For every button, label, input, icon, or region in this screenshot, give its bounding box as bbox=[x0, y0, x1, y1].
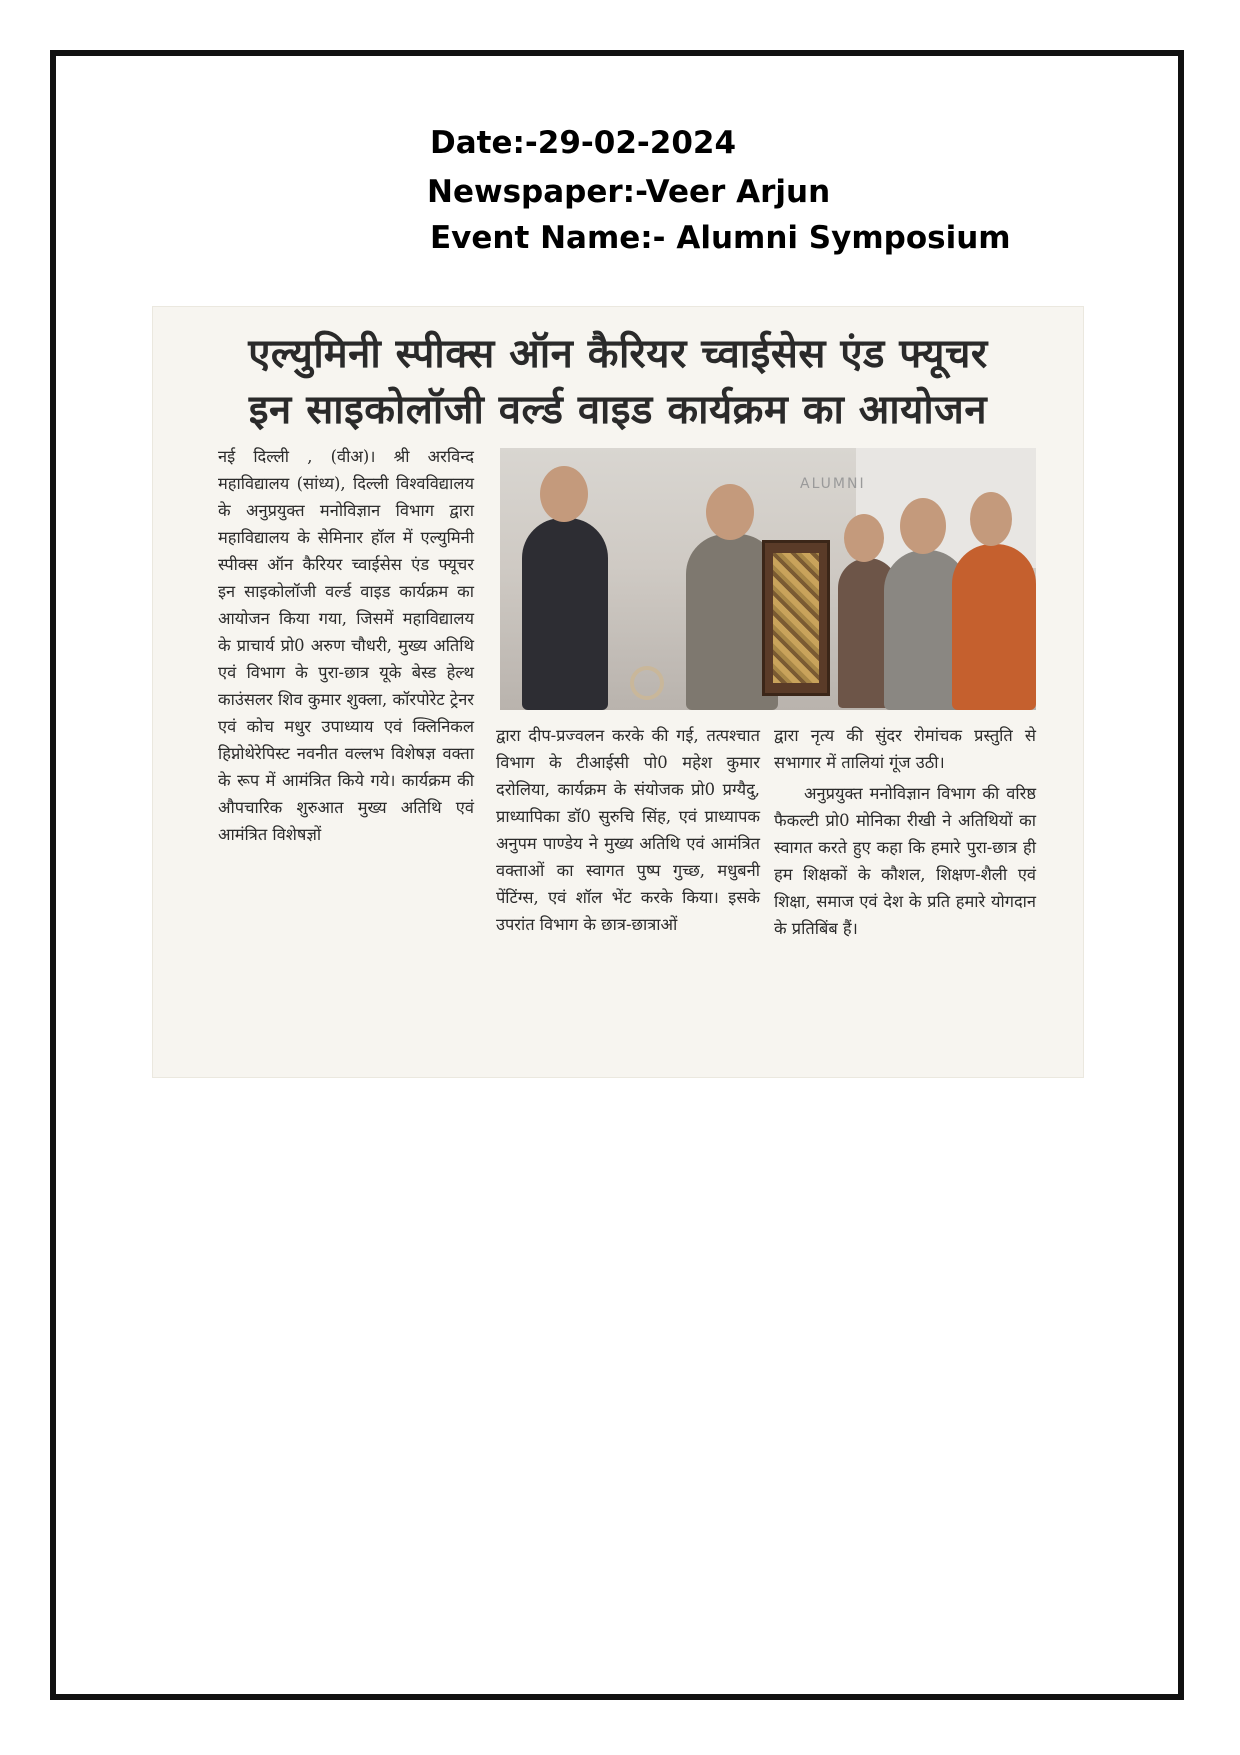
madhubani-painting bbox=[762, 540, 830, 696]
photo-banner-text: ALUMNI bbox=[800, 476, 866, 492]
photo-person-5 bbox=[952, 544, 1036, 710]
headline-line-1: एल्युमिनी स्पीक्स ऑन कैरियर च्वाईसेस एंड फ्यूचर bbox=[248, 330, 988, 377]
photo-decoration bbox=[630, 666, 664, 700]
photo-person-1 bbox=[522, 518, 608, 710]
newspaper-clipping bbox=[152, 306, 1084, 1078]
article-column-2: द्वारा दीप-प्रज्वलन करके की गई, तत्पश्चात विभाग के टीआईसी पो0 महेश कुमार दरोलिया, कार्यक्रम के संयोजक प्रो0 प्रग्यैदु, प्राध्यापिका डॉ0 सुरुचि सिंह, एवं प्राध्यापक अनुपम पाण्डेय ने मुख्य अतिथि एवं आमंत्रित वक्ताओं का स्वागत पुष्प गुच्छ, मधुबनी पेंटिंग्स, एवं शॉल भेंट करके किया। इसके उपरांत विभाग के छात्र-छात्राओं bbox=[496, 726, 760, 934]
event-name-line: Event Name:- Alumni Symposium bbox=[430, 220, 1011, 256]
date-line: Date:-29-02-2024 bbox=[430, 125, 737, 161]
photo-person-5-head bbox=[970, 492, 1012, 546]
article-column-3 bbox=[774, 722, 1036, 942]
newspaper-line: Newspaper:-Veer Arjun bbox=[427, 174, 831, 210]
headline-line-2: इन साइकोलॉजी वर्ल्ड वाइड कार्यक्रम का आयोजन bbox=[248, 386, 988, 433]
article-column-3-paragraph-1: द्वारा नृत्य की सुंदर रोमांचक प्रस्तुति से सभागार में तालियां गूंज उठी। bbox=[774, 726, 1036, 772]
article-column-3-paragraph-2: अनुप्रयुक्त मनोविज्ञान विभाग की वरिष्ठ फैकल्टी प्रो0 मोनिका रीखी ने अतिथियों का स्वागत करते हुए कहा कि हमारे पुरा-छात्र ही हम शिक्षकों के कौशल, शिक्षण-शैली एवं शिक्षा, समाज एवं देश के प्रति हमारे योगदान के प्रतिबिंब हैं। bbox=[774, 784, 1036, 938]
event-photo bbox=[500, 448, 1036, 710]
article-column-1: नई दिल्ली , (वीअ)। श्री अरविन्द महाविद्यालय (सांध्य), दिल्ली विश्वविद्यालय के अनुप्रयुक्त मनोविज्ञान विभाग द्वारा महाविद्यालय के सेमिनार हॉल में एल्युमिनी स्पीक्स ऑन कैरियर च्वाईसेस एंड फ्यूचर इन साइकोलॉजी वर्ल्ड वाइड कार्यक्रम का आयोजन किया गया, जिसमें महाविद्यालय के प्राचार्य प्रो0 अरुण चौधरी, मुख्य अतिथि एवं विभाग के पुरा-छात्र यूके बेस्ड हेल्थ काउंसलर शिव कुमार शुक्ला, कॉरपोरेट ट्रेनर एवं कोच मधुर उपाध्याय एवं क्लिनिकल हिप्नोथेरेपिस्ट नवनीत वल्लभ विशेषज्ञ वक्ता के रूप में आमंत्रित किये गये। कार्यक्रम की औपचारिक शुरुआत मुख्य अतिथि एवं आमंत्रित विशेषज्ञों bbox=[218, 447, 474, 844]
photo-person-1-head bbox=[540, 466, 588, 522]
photo-person-3-head bbox=[844, 514, 884, 562]
photo-person-4-head bbox=[900, 498, 946, 554]
photo-person-2-head bbox=[706, 484, 754, 540]
